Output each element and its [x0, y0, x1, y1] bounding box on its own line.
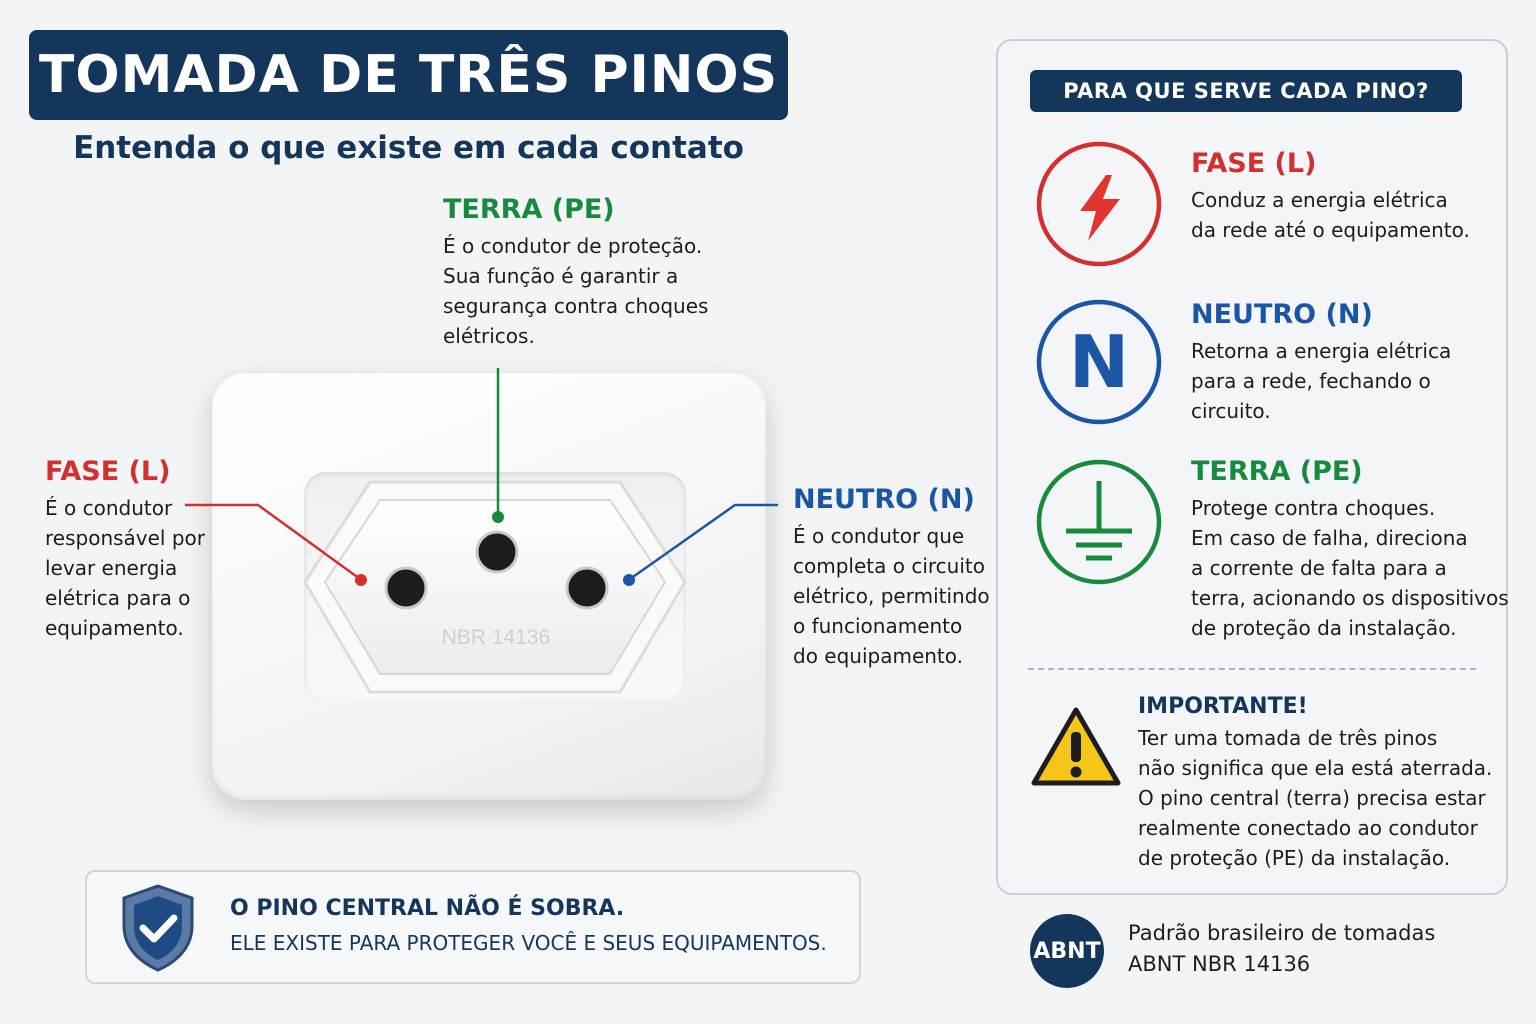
- important-line: não significa que ela está aterrada.: [1138, 756, 1493, 780]
- terra-hole: [477, 532, 517, 572]
- socket-face: [300, 470, 690, 702]
- panel-terra-line: a corrente de falta para a: [1191, 556, 1447, 580]
- panel-terra-title: TERRA (PE): [1191, 456, 1363, 487]
- neutro-hole: [567, 568, 607, 608]
- socket-standard-label: NBR 14136: [441, 626, 551, 649]
- important-line: de proteção (PE) da instalação.: [1138, 846, 1451, 870]
- fase-label: [45, 456, 205, 643]
- abnt-line: Padrão brasileiro de tomadas: [1128, 921, 1436, 945]
- terra-label: [443, 194, 708, 351]
- panel-neutro: [1191, 299, 1451, 426]
- page-subtitle: Entenda o que existe em cada contato: [73, 130, 744, 166]
- panel-fase: [1191, 148, 1470, 245]
- shield-check-icon: [118, 882, 198, 974]
- panel-divider: [1028, 668, 1476, 670]
- panel-neutro-title: NEUTRO (N): [1191, 299, 1373, 330]
- fase-label-line: É o condutor: [45, 496, 173, 520]
- panel-terra-line: Em caso de falha, direciona: [1191, 526, 1468, 550]
- fase-hole: [386, 568, 426, 608]
- important-title: IMPORTANTE!: [1138, 694, 1308, 719]
- important-line: Ter uma tomada de três pinos: [1138, 726, 1438, 750]
- neutral-n-icon: [1034, 297, 1164, 427]
- neutro-label: [793, 484, 990, 671]
- fase-label-title: FASE (L): [45, 456, 171, 487]
- neutro-label-line: do equipamento.: [793, 644, 964, 668]
- lightning-icon: [1034, 139, 1164, 269]
- important-description: [1138, 723, 1492, 873]
- central-pin-note: [85, 870, 861, 984]
- abnt-line: ABNT NBR 14136: [1128, 952, 1311, 976]
- fase-label-description: [45, 493, 205, 643]
- terra-label-title: TERRA (PE): [443, 194, 615, 225]
- fase-label-line: responsável por: [45, 526, 205, 550]
- terra-label-description: [443, 231, 708, 351]
- fase-label-line: levar energia: [45, 556, 178, 580]
- panel-title: PARA QUE SERVE CADA PINO?: [1030, 70, 1462, 112]
- important-line: realmente conectado ao condutor: [1138, 816, 1478, 840]
- neutro-label-line: completa o circuito: [793, 554, 985, 578]
- terra-label-line: segurança contra choques: [443, 294, 709, 318]
- terra-label-line: elétricos.: [443, 324, 535, 348]
- neutro-label-line: elétrico, permitindo: [793, 584, 990, 608]
- panel-fase-line: da rede até o equipamento.: [1191, 218, 1470, 242]
- fase-label-line: equipamento.: [45, 616, 184, 640]
- terra-label-line: É o condutor de proteção.: [443, 234, 703, 258]
- panel-neutro-line: Retorna a energia elétrica: [1191, 339, 1452, 363]
- important-line: O pino central (terra) precisa estar: [1138, 786, 1486, 810]
- panel-terra-line: terra, acionando os dispositivos: [1191, 586, 1509, 610]
- panel-fase-description: [1191, 185, 1470, 245]
- panel-neutro-description: [1191, 336, 1451, 426]
- neutro-label-line: É o condutor que: [793, 524, 965, 548]
- note-text: ELE EXISTE PARA PROTEGER VOCÊ E SEUS EQUIPAMENTOS.: [230, 931, 827, 955]
- neutro-label-line: o funcionamento: [793, 614, 963, 638]
- note-headline: O PINO CENTRAL NÃO É SOBRA.: [230, 896, 625, 921]
- neutral-n-glyph: N: [1068, 320, 1130, 404]
- title-banner: [29, 30, 788, 120]
- terra-label-line: Sua função é garantir a: [443, 264, 679, 288]
- panel-neutro-line: circuito.: [1191, 399, 1271, 423]
- warning-icon: [1030, 706, 1122, 788]
- panel-fase-title: FASE (L): [1191, 148, 1317, 179]
- panel-terra-description: [1191, 493, 1509, 643]
- panel-terra: [1191, 456, 1509, 643]
- neutro-label-description: [793, 521, 990, 671]
- panel-terra-line: de proteção da instalação.: [1191, 616, 1457, 640]
- ground-icon: [1034, 457, 1164, 587]
- neutro-label-title: NEUTRO (N): [793, 484, 975, 515]
- abnt-badge: ABNT: [1030, 914, 1104, 988]
- panel-neutro-line: para a rede, fechando o: [1191, 369, 1431, 393]
- fase-label-line: elétrica para o: [45, 586, 191, 610]
- panel-terra-line: Protege contra choques.: [1191, 496, 1436, 520]
- abnt-standard-text: [1128, 918, 1435, 980]
- panel-important: [1138, 694, 1492, 873]
- panel-fase-line: Conduz a energia elétrica: [1191, 188, 1448, 212]
- page-title: TOMADA DE TRÊS PINOS: [38, 45, 779, 105]
